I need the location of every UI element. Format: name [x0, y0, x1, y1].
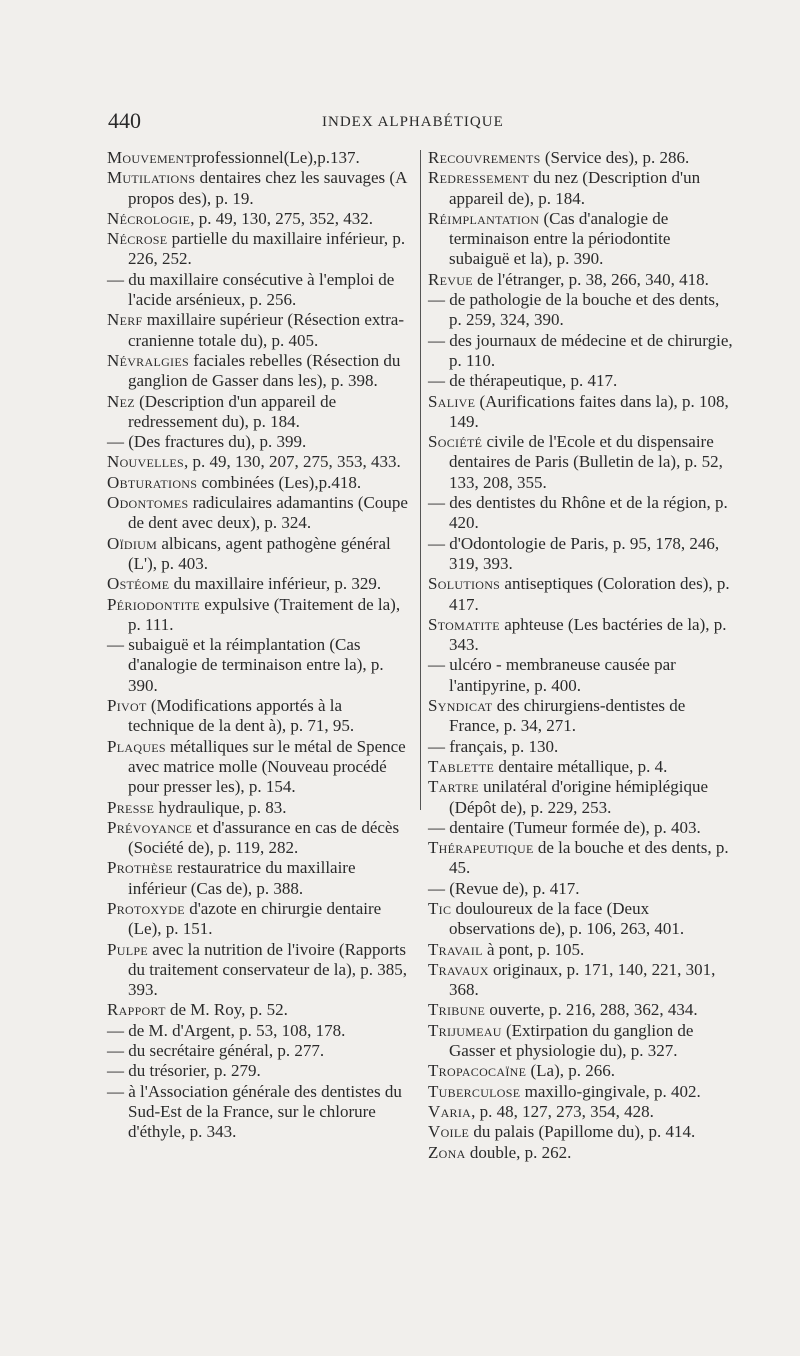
index-entry-text: avec la nutrition de l'ivoire (Rapports du traitement conservateur de la), p. 385, 393.	[128, 939, 407, 1000]
index-entry-text: professionnel(Le),p.137.	[192, 148, 360, 167]
index-entry	[428, 1143, 733, 1163]
index-entry-text: (Extirpation du ganglion de Gasser et physiologie du), p. 327.	[449, 1020, 694, 1061]
index-entry-text: — (Des fractures du), p. 399.	[107, 432, 307, 452]
index-entry-text: , p. 49, 130, 275, 352, 432.	[190, 208, 374, 228]
index-entry	[428, 331, 733, 372]
index-entry-text: (La), p. 266.	[526, 1061, 615, 1081]
index-entry-text: — ulcéro - membraneuse causée par l'antipyrine, p. 400.	[428, 655, 676, 695]
index-entry-head: Rapport	[107, 1000, 166, 1020]
index-entry	[107, 818, 409, 859]
index-entry-head: Stomatite	[428, 614, 500, 634]
index-entry-text: faciales rebelles (Résection du ganglion de Gasser dans les), p. 398.	[128, 350, 401, 391]
index-entry-head: Société	[428, 432, 483, 452]
index-entry	[428, 290, 733, 331]
index-entry-head: Périodontite	[107, 594, 201, 614]
index-entry-head: Oïdium	[107, 533, 158, 553]
index-entry-text: — de pathologie de la bouche et des dents, p. 259, 324, 390.	[428, 290, 720, 330]
index-entry-text: (Cas d'analogie de terminaison entre la périodontite subaiguë et la), p. 390.	[449, 208, 671, 269]
index-entry-text: et d'assurance en cas de décès (Société de), p. 119, 282.	[128, 817, 400, 858]
index-entry-text: partielle du maxillaire inférieur, p. 226, 252.	[128, 229, 406, 269]
index-entry-head: Névralgies	[107, 350, 189, 370]
index-entry	[428, 1122, 733, 1142]
index-entry	[428, 615, 733, 656]
index-entry	[107, 1041, 409, 1061]
index-entry	[428, 1061, 733, 1081]
index-entry-head: Nez	[107, 391, 135, 411]
index-entry-text: — du maxillaire consécutive à l'emploi de l'acide arsénieux, p. 256.	[107, 269, 395, 310]
page-number: 440	[108, 108, 141, 133]
index-entry	[428, 818, 733, 838]
index-entry-text: — subaiguë et la réimplantation (Cas d'analogie de terminaison entre la), p. 390.	[107, 635, 384, 695]
index-entry	[107, 798, 409, 818]
index-entry-text: — à l'Association générale des dentistes du Sud-Est de la France, sur le chlorure d'éthyle, p. 343.	[107, 1081, 402, 1142]
index-entry	[428, 1021, 733, 1062]
index-entry-text: — d'Odontologie de Paris, p. 95, 178, 246, 319, 393.	[428, 533, 720, 573]
index-entry-head: Tropacocaïne	[428, 1061, 527, 1081]
index-entry	[428, 879, 733, 899]
index-entry-text: des chirurgiens-dentistes de France, p. 34, 271.	[449, 696, 686, 736]
index-entry-head: Prévoyance	[107, 817, 193, 837]
index-entry	[107, 392, 409, 433]
index-entry-text: du maxillaire inférieur, p. 329.	[169, 574, 382, 594]
index-entry-head: Tic	[428, 898, 452, 918]
index-entry-text: maxillaire supérieur (Résection extra-cranienne totale du), p. 405.	[128, 310, 404, 350]
index-entry	[428, 168, 733, 209]
index-entry-head: Ostéome	[107, 574, 170, 594]
index-entry	[428, 940, 733, 960]
index-entry-head: Nécrose	[107, 229, 168, 249]
index-entry	[428, 1000, 733, 1020]
index-entry-text: ouverte, p. 216, 288, 362, 434.	[485, 1000, 698, 1020]
index-entry-text: métalliques sur le métal de Spence avec matrice molle (Nouveau procédé pour presser les), p. 154.	[128, 736, 406, 797]
index-entry	[428, 270, 733, 290]
index-entry-head: Pulpe	[107, 939, 148, 959]
index-entry-head: Syndicat	[428, 696, 493, 716]
index-entry-text: — des journaux de médecine et de chirurgie, p. 110.	[428, 330, 733, 370]
index-entry	[107, 858, 409, 899]
index-entry	[428, 960, 733, 1001]
index-entry-head: Tuberculose	[428, 1081, 521, 1101]
index-entry	[428, 534, 733, 575]
index-entry-text: — français, p. 130.	[428, 736, 559, 756]
index-entry-head: Mutilations	[107, 168, 196, 188]
index-entry-text: douloureux de la face (Deux observations de), p. 106, 263, 401.	[449, 898, 685, 939]
index-entry	[428, 574, 733, 615]
index-entry	[107, 574, 409, 594]
index-entry-text: de la bouche et des dents, p. 45.	[449, 838, 729, 878]
index-entry	[428, 209, 733, 270]
index-entry-text: civile de l'Ecole et du dispensaire dentaires de Paris (Bulletin de la), p. 52, 133, 208, 355.	[449, 432, 723, 492]
index-column-right	[428, 148, 733, 1163]
index-entry-text: radiculaires adamantins (Coupe de dent avec deux), p. 324.	[128, 493, 408, 533]
index-entry-text: double, p. 262.	[465, 1142, 572, 1162]
index-entry-head: Voile	[428, 1122, 470, 1142]
index-entry	[428, 432, 733, 493]
index-entry	[107, 432, 409, 452]
index-entry	[428, 655, 733, 696]
index-entry	[428, 757, 733, 777]
index-entry-text: restauratrice du maxillaire inférieur (Cas de), p. 388.	[128, 858, 356, 898]
index-entry	[107, 737, 409, 798]
index-entry-text: dentaire métallique, p. 4.	[494, 756, 668, 776]
index-entry-text: (Description d'un appareil de redressement du), p. 184.	[128, 391, 337, 431]
index-entry	[428, 899, 733, 940]
index-entry-head: Plaques	[107, 736, 166, 756]
index-entry-head: Mouvement	[107, 148, 193, 167]
index-entry-text: de l'étranger, p. 38, 266, 340, 418.	[472, 269, 709, 289]
index-entry-head: Tribune	[428, 1000, 486, 1020]
index-entry	[107, 209, 409, 229]
index-entry-head: Redressement	[428, 168, 529, 188]
index-entry-text: — du trésorier, p. 279.	[107, 1061, 261, 1081]
index-entry	[428, 838, 733, 879]
index-entry-head: Travaux	[428, 959, 489, 979]
index-entry	[107, 899, 409, 940]
index-entry-text: expulsive (Traitement de la), p. 111.	[128, 594, 401, 634]
index-entry-head: Nouvelles	[107, 452, 184, 472]
index-entry-head: Protoxyde	[107, 898, 185, 918]
index-entry-text: aphteuse (Les bactéries de la), p. 343.	[449, 614, 727, 655]
index-entry	[107, 270, 409, 311]
index-entry-text: — de M. d'Argent, p. 53, 108, 178.	[107, 1020, 346, 1040]
index-entry-text: unilatéral d'origine hémiplégique (Dépôt de), p. 229, 253.	[449, 777, 708, 817]
index-entry-text: hydraulique, p. 83.	[154, 797, 287, 817]
index-entry	[107, 310, 409, 351]
running-head: INDEX ALPHABÉTIQUE	[322, 114, 504, 130]
index-entry-text: — du secrétaire général, p. 277.	[107, 1041, 325, 1061]
index-entry	[428, 1082, 733, 1102]
index-entry	[107, 534, 409, 575]
index-entry-text: d'azote en chirurgie dentaire (Le), p. 151.	[128, 898, 382, 939]
index-entry-text: maxillo-gingivale, p. 402.	[520, 1081, 701, 1101]
index-entry	[107, 1061, 409, 1081]
index-entry-head: Prothèse	[107, 858, 173, 878]
index-entry-text: à pont, p. 105.	[482, 939, 585, 959]
index-entry-head: Recouvrements	[428, 148, 541, 167]
index-entry-head: Tablette	[428, 756, 495, 776]
index-column-left	[107, 148, 409, 1143]
index-entry-head: Trijumeau	[428, 1020, 502, 1040]
index-entry-head: Varia	[428, 1101, 472, 1121]
index-entry	[107, 452, 409, 472]
index-entry	[428, 371, 733, 391]
index-entry-head: Nécrologie	[107, 208, 191, 228]
index-entry-text: — de thérapeutique, p. 417.	[428, 371, 618, 391]
index-entry	[107, 635, 409, 696]
index-entry-text: antiseptiques (Coloration des), p. 417.	[449, 574, 730, 614]
index-entry-text: — dentaire (Tumeur formée de), p. 403.	[428, 817, 701, 837]
index-entry-head: Salive	[428, 391, 476, 411]
index-entry	[428, 148, 733, 168]
index-entry-head: Zona	[428, 1142, 466, 1162]
index-entry-text: (Modifications apportés à la technique de la dent à), p. 71, 95.	[128, 696, 355, 736]
index-entry-text: dentaires chez les sauvages (A propos des), p. 19.	[128, 168, 407, 208]
index-entry	[428, 392, 733, 433]
index-entry-text: — (Revue de), p. 417.	[428, 878, 580, 898]
index-entry-text: combinées (Les),p.418.	[197, 472, 362, 492]
index-entry-head: Nerf	[107, 310, 143, 330]
index-entry-head: Réimplantation	[428, 208, 540, 228]
index-entry	[107, 168, 409, 209]
index-entry	[107, 351, 409, 392]
index-entry-text: , p. 48, 127, 273, 354, 428.	[471, 1101, 654, 1121]
index-entry	[428, 1102, 733, 1122]
index-entry-head: Travail	[428, 939, 483, 959]
index-entry	[107, 1000, 409, 1020]
index-entry-head: Tartre	[428, 777, 479, 797]
index-entry-text: (Aurifications faites dans la), p. 108, 149.	[449, 391, 729, 431]
index-entry-head: Solutions	[428, 574, 501, 594]
index-entry-text: du palais (Papillome du), p. 414.	[469, 1122, 696, 1142]
page-header	[108, 108, 788, 138]
index-entry	[428, 493, 733, 534]
column-divider	[420, 150, 421, 810]
index-entry-text: (Service des), p. 286.	[540, 148, 690, 167]
index-entry	[107, 1021, 409, 1041]
index-entry-head: Revue	[428, 269, 473, 289]
index-entry	[107, 940, 409, 1001]
index-entry	[428, 777, 733, 818]
index-entry-text: originaux, p. 171, 140, 221, 301, 368.	[449, 959, 716, 1000]
index-entry-head: Odontomes	[107, 493, 189, 513]
index-entry-text: de M. Roy, p. 52.	[165, 1000, 288, 1020]
index-entry-text: du nez (Description d'un appareil de), p. 184.	[449, 168, 701, 208]
index-entry-head: Thérapeutique	[428, 838, 534, 858]
index-entry-head: Presse	[107, 797, 155, 817]
index-entry	[107, 1082, 409, 1143]
index-entry	[107, 148, 409, 168]
index-entry	[428, 696, 733, 737]
index-entry-text: , p. 49, 130, 207, 275, 353, 433.	[183, 452, 401, 472]
index-entry	[428, 737, 733, 757]
index-entry	[107, 229, 409, 270]
index-entry-text: — des dentistes du Rhône et de la région, p. 420.	[428, 493, 728, 533]
index-entry	[107, 473, 409, 493]
index-entry-text: albicans, agent pathogène général (L'), p. 403.	[128, 533, 391, 573]
index-entry-head: Obturations	[107, 472, 198, 492]
index-entry-head: Pivot	[107, 696, 147, 716]
index-entry	[107, 493, 409, 534]
index-entry	[107, 595, 409, 636]
index-entry	[107, 696, 409, 737]
